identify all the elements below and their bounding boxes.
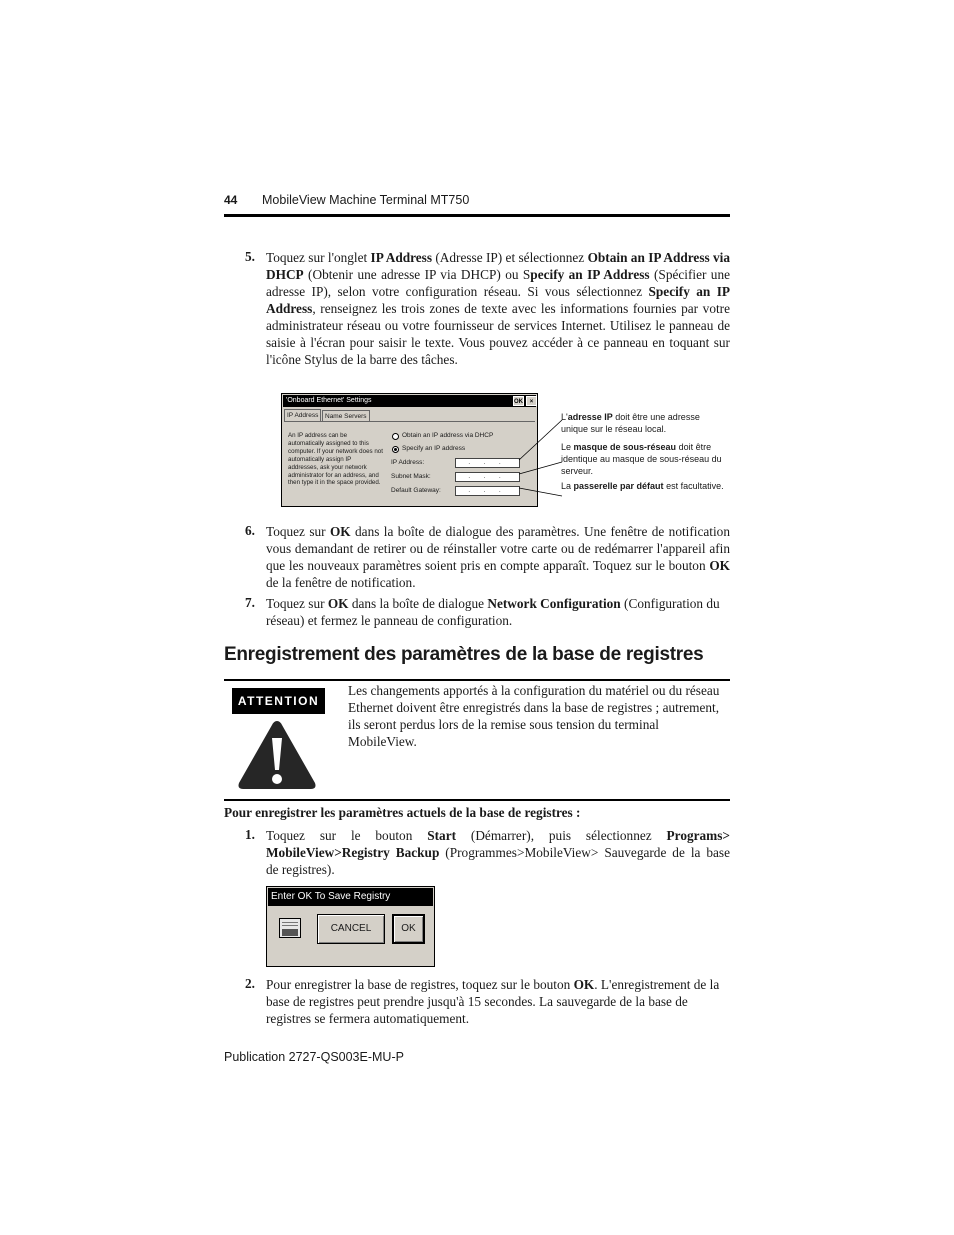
tab-name-servers[interactable]: Name Servers	[322, 410, 370, 422]
warning-triangle-icon	[236, 718, 318, 792]
ip-address-label: IP Address:	[391, 459, 425, 466]
section-title: Enregistrement des paramètres de la base de registres	[224, 644, 704, 665]
step-1-number: 1.	[245, 827, 255, 842]
procedure-heading: Pour enregistrer les paramètres actuels de la base de registres :	[224, 805, 581, 820]
page-number: 44	[224, 193, 238, 207]
step-7-text: Toquez sur OK dans la boîte de dialogue Network Configuration (Configuration du réseau) et fermez le panneau de configuration.	[266, 596, 720, 628]
option-dhcp-label: Obtain an IP address via DHCP	[402, 432, 494, 439]
step-6-text: Toquez sur OK dans la boîte de dialogue des paramètres. Une fenêtre de notification vous demandant de retirer ou de réinstaller votre carte ou de redémarrer l'appareil afin que les nouveaux paramètres soient pris en compte apparaît. Toquez sur le bouton OK de la fenêtre de notification.	[266, 524, 730, 590]
step-2-number: 2.	[245, 976, 255, 991]
radio-specify-ip[interactable]	[392, 446, 399, 453]
step-1-text: Toquez sur le bouton Start (Démarrer), puis sélectionnez Programs> MobileView>Registry Backup (Programmes>MobileView> Sauvegarde de la base de registres).	[266, 828, 731, 877]
section-rule	[224, 679, 730, 681]
onboard-ethernet-settings-dialog	[281, 393, 538, 507]
default-gateway-label: Default Gateway:	[391, 487, 441, 494]
header-rule	[224, 214, 730, 217]
ok-button[interactable]: OK	[392, 914, 425, 944]
attention-text: Les changements apportés à la configuration du matériel ou du réseau Ethernet doivent être enregistrés dans la base de registres ; autrement, ils seront perdus lors de la remise sous tension du terminal MobileView.	[348, 683, 720, 749]
option-specify-label: Specify an IP address	[402, 445, 466, 452]
subnet-mask-field[interactable]: . . .	[455, 472, 520, 482]
step-5-number: 5.	[245, 249, 255, 264]
dialog-info-text: An IP address can be automatically assigned to this computer. If your network does not automatically assign IP addresses, ask your network administrator for an address, and then type it in the space provided.	[288, 432, 383, 487]
dialog-titlebar: Enter OK To Save Registry	[268, 888, 433, 906]
callout-leader-lines	[515, 410, 565, 500]
callout-subnet-mask: Le masque de sous-réseau doit être identique au masque de sous-réseau du serveur.	[561, 442, 722, 476]
save-registry-dialog	[266, 886, 435, 967]
step-7-number: 7.	[245, 595, 255, 610]
cancel-button[interactable]: CANCEL	[317, 914, 385, 944]
callout-default-gateway: La passerelle par défaut est facultative.	[561, 481, 724, 491]
callout-ip-address: L'adresse IP doit être une adresse unique sur le réseau local.	[561, 412, 700, 434]
dialog-ok-button[interactable]: OK	[513, 396, 524, 406]
tab-ip-address[interactable]: IP Address	[284, 409, 321, 422]
dialog-titlebar: 'Onboard Ethernet' Settings	[283, 395, 536, 407]
application-icon	[279, 918, 301, 938]
step-6-number: 6.	[245, 523, 255, 538]
step-5-text: Toquez sur l'onglet IP Address (Adresse IP) et sélectionnez Obtain an IP Address via DHCP (Obtenir une adresse IP via DHCP) ou Specify an IP Address (Spécifier une adresse IP), selon votre configuration réseau. Si vous sélectionnez Specify an IP Address, renseignez les trois zones de texte avec les informations fournies par votre administrateur réseau ou votre fournisseur de services Internet. Utilisez le panneau de saisie à l'écran pour saisir le texte. Vous pouvez accéder à ce panneau en toquant sur l'icône Stylus de la barre des tâches.	[266, 250, 730, 367]
attention-label: ATTENTION	[232, 688, 325, 714]
subnet-mask-label: Subnet Mask:	[391, 473, 431, 480]
running-header-title: MobileView Machine Terminal MT750	[262, 193, 470, 207]
step-2-text: Pour enregistrer la base de registres, toquez sur le bouton OK. L'enregistrement de la base de registres peut prendre jusqu'à 15 secondes. La sauvegarde de la base de registres se fermera automatiquement.	[266, 977, 720, 1026]
close-icon[interactable]: ×	[526, 396, 537, 406]
attention-bottom-rule	[224, 799, 730, 801]
default-gateway-field[interactable]: . . .	[455, 486, 520, 496]
publication-footer: Publication 2727-QS003E-MU-P	[224, 1050, 404, 1064]
radio-dhcp[interactable]	[392, 433, 399, 440]
ip-address-field[interactable]: . . .	[455, 458, 520, 468]
